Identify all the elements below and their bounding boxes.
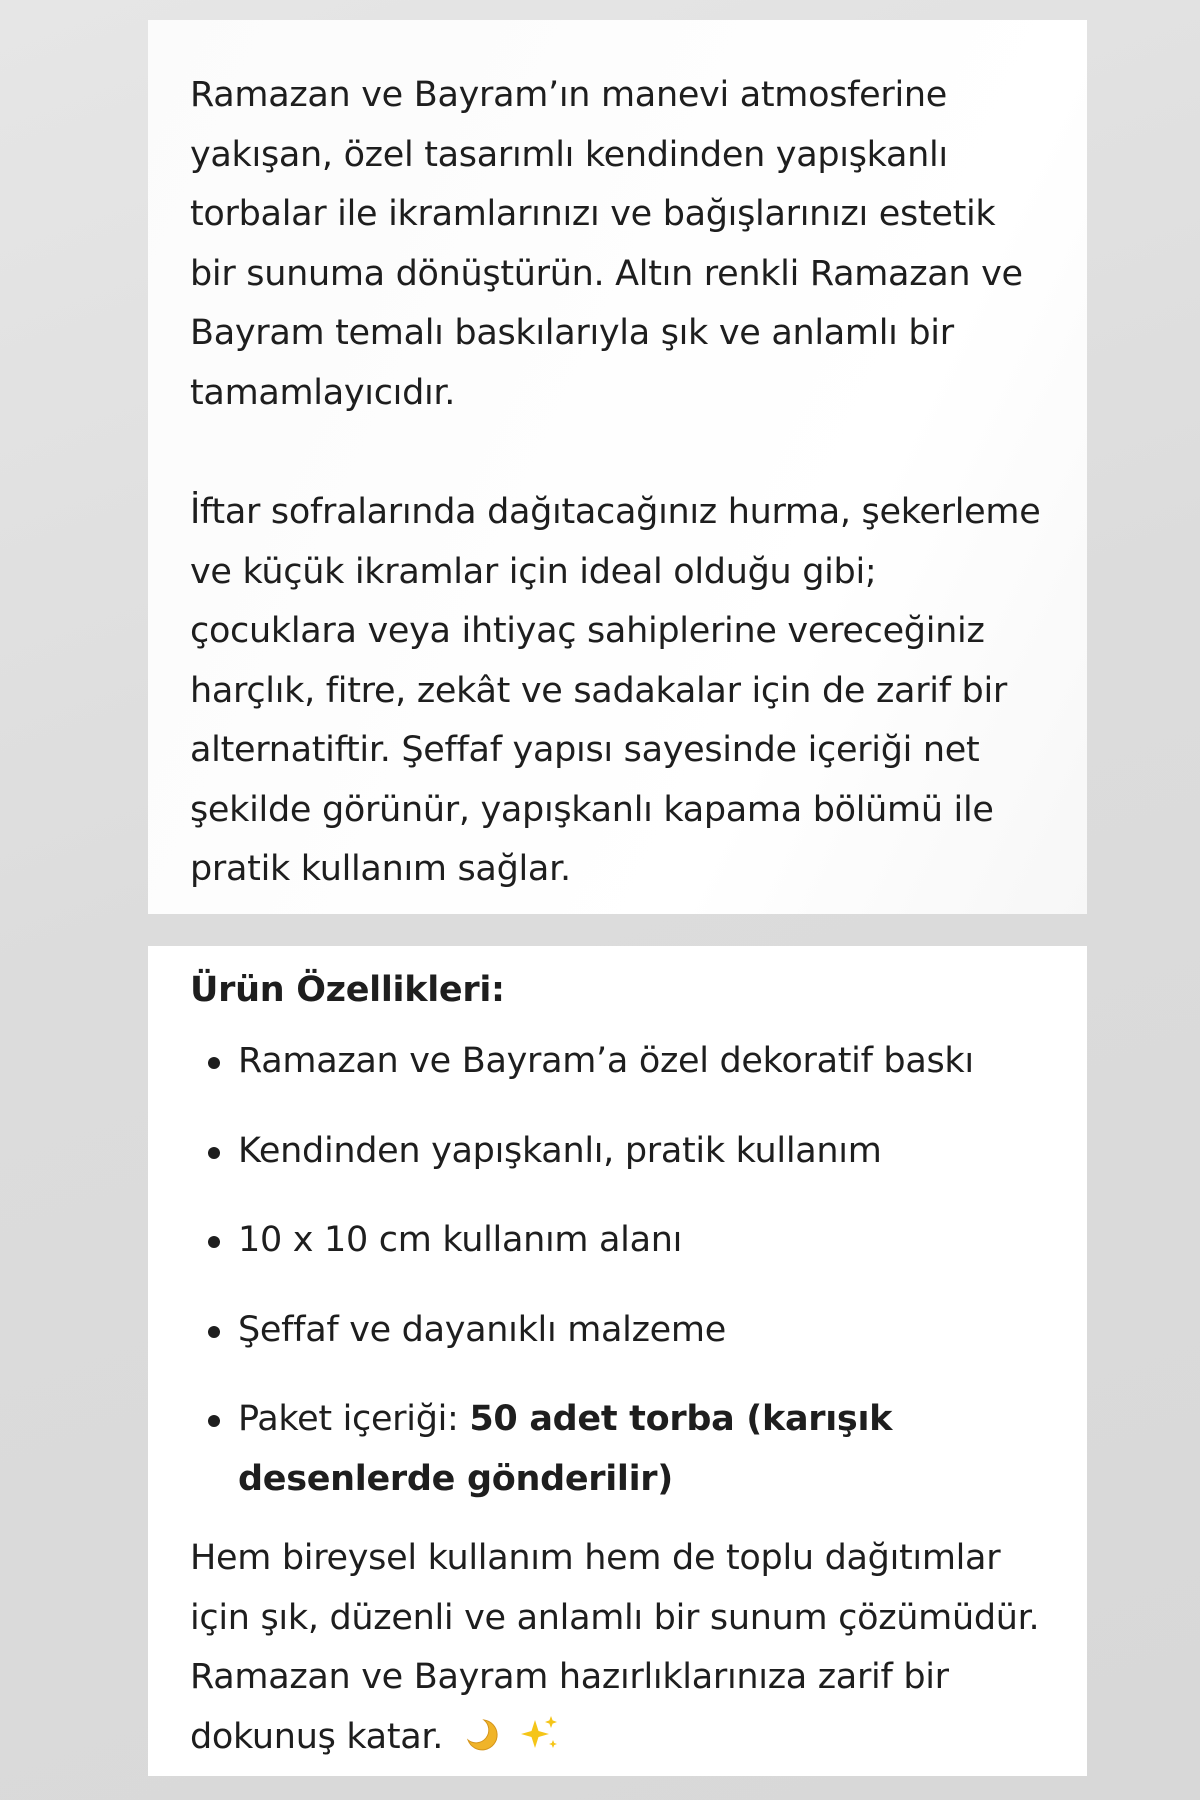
package-value: 50 adet torba (karışık desenlerde gönderilir) — [238, 1399, 893, 1499]
package-label: Paket içeriği: — [238, 1399, 470, 1439]
feature-item-package — [190, 1390, 1045, 1509]
bullet-icon — [208, 1236, 220, 1248]
feature-item — [190, 1211, 1045, 1271]
description-card — [148, 20, 1087, 914]
features-card — [148, 946, 1087, 1776]
feature-text: Şeffaf ve dayanıklı malzeme — [238, 1309, 726, 1350]
sparkles-icon — [515, 1714, 561, 1754]
description-paragraph-1: Ramazan ve Bayram’ın manevi atmosferine yakışan, özel tasarımlı kendinden yapışkanlı torbalar ile ikramlarınızı ve bağışlarınızı estetik bir sunuma dönüştürün. Altın renkli Ramazan ve Bayram temalı baskılarıyla şık ve anlamlı bir tamamlayıcıdır. — [190, 75, 1023, 413]
feature-item — [190, 1122, 1045, 1182]
closing-paragraph — [190, 1529, 1045, 1767]
closing-text: Hem bireysel kullanım hem de toplu dağıtımlar için şık, düzenli ve anlamlı bir sunum çözümüdür. Ramazan ve Bayram hazırlıklarınıza zarif bir dokunuş katar. — [190, 1538, 1040, 1757]
bullet-icon — [208, 1057, 220, 1069]
features-list — [190, 1032, 1045, 1509]
bullet-icon — [208, 1415, 220, 1427]
feature-text: Ramazan ve Bayram’a özel dekoratif baskı — [238, 1041, 974, 1081]
feature-item — [190, 1301, 1045, 1361]
bullet-icon — [208, 1326, 220, 1338]
crescent-moon-icon — [464, 1712, 498, 1746]
description-paragraph-2: İftar sofralarında dağıtacağınız hurma, şekerleme ve küçük ikramlar için ideal olduğu gibi; çocuklara veya ihtiyaç sahiplerine vereceğiniz harçlık, fitre, zekât ve sadakalar için de zarif bir alternatiftir. Şeffaf yapısı sayesinde içeriği net şekilde görünür, yapışkanlı kapama bölümü ile pratik kullanım sağlar. — [190, 492, 1041, 889]
bullet-icon — [208, 1147, 220, 1159]
feature-text: Kendinden yapışkanlı, pratik kullanım — [238, 1130, 882, 1171]
feature-item — [190, 1032, 1045, 1092]
features-heading: Ürün Özellikleri: — [190, 970, 505, 1010]
feature-text: 10 x 10 cm kullanım alanı — [238, 1220, 683, 1260]
